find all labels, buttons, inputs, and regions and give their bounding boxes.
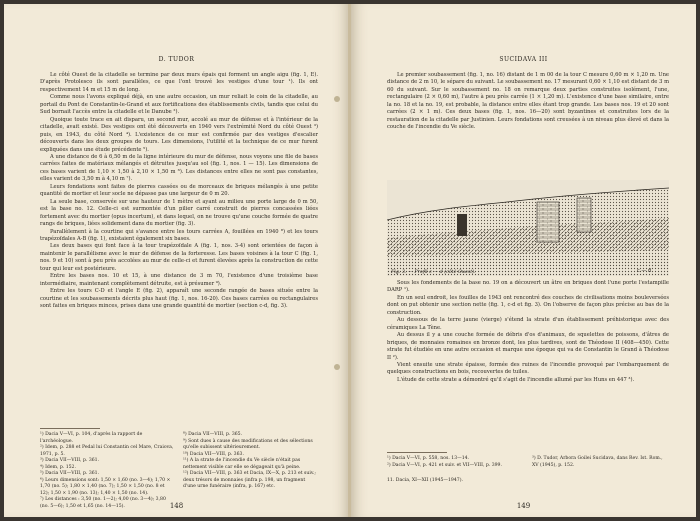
paragraph: Entre les tours C-D et l'angle E (fig. 2), apparaît une seconde rangée de bases située entre la courtine et les soubassements décrits plus haut (fig. 1, nos. 16-20). Ces bases carrées ou rectangulaires sont faites en briques minces, prises dans une grande quantité de mortier (section c-d, fig. 3). <box>40 288 318 310</box>
footnotes-column-1 <box>40 432 175 510</box>
footnote: ⁷) Les distances : 3,50 (no. 1—2); 4,00 (no. 3—4); 3,80 (no. 5—6); 1,50 et 1,65 (no. 14—15). <box>40 497 166 509</box>
paragraph: Au dessous de la terre jaune (vierge) s'étend la strate d'un établissement préhistorique avec des céramiques La Tène. <box>387 317 669 331</box>
signature-line: 11. Dacia, XI—XII (1945—1947). <box>387 478 463 483</box>
left-page-number: 148 <box>169 502 184 510</box>
paragraph: L'étude de cette strate a démontré qu'il s'agit de l'incendie allumé par les Huns en 447 ³). <box>397 376 635 383</box>
figure-caption: Fig. 3. — Profil c — d (côté Ouest). <box>391 270 476 275</box>
right-page <box>351 4 696 517</box>
svg-text:c — d: c — d <box>637 268 652 274</box>
paragraph: Sous les fondements de la base no. 19 on a découvert un âtre en briques dont l'une porte l'estampille DARP ¹). <box>387 280 669 294</box>
footnote: ³) Dacia VII—VIII, p. 361. <box>40 458 100 463</box>
paragraph: Les deux bases qui font face à la tour trapézoïdale A (fig. 1, nos. 3-4) sont orientées de façon à maintenir le parallélisme avec le mur de défense de la forteresse. Les bases voisines à la tour C (fig. 1, nos. 9 et 10) sont à peu près accolées au mur de celle-ci et furent élevées après la construction de cette tour qui leur est postérieure. <box>40 243 318 272</box>
paragraph: A une distance de 6 à 6,50 m de la ligne intérieure du mur de défense, nous voyons une file de bases carrées faites de matériaux mélangés et détruites jusqu'au sol (fig. 1, nos. 1 — 15). Les dimensions de ces bases varient de 1,10 × 1,50 à 2,10 × 1,50 m ⁶). Les distances entre elles ne sont pas constantes, elles varient de 3,50 m à 4,10 m ⁷). <box>40 153 318 183</box>
footnotes-column-2 <box>532 456 669 469</box>
left-page <box>4 4 349 517</box>
footnote: ¹) Dacia V—VI, p. 104, d'après la rapport de l'archéologue. <box>40 432 143 444</box>
paragraph: Le côté Ouest de la citadelle se termine par deux murs épais qui forment un angle aigu (fig. 1, E). D'après Protolesco ils sont parallèles, ce que l'ont trouvé les vestiges d'une tour ¹). Ils ont respectivement 14 m et 15 m de long. <box>40 72 318 93</box>
right-running-head: SUCIDAVA III <box>499 56 548 63</box>
footnote: ¹²) Dacia VII—VIII, p. 363 et Dacia, IX—X, p. 213 et suiv.; deux trésors de monnaies (infra p. 198, un fragment d'une urne funéraire (infra, p. 167) etc. <box>183 471 316 489</box>
footnote: ⁹) Sont dues à cause des modifications et des sélections qu'elle subissent ultérieurement. <box>183 438 313 450</box>
paragraph: La seule base, conservée sur une hauteur de 1 mètre et ayant au milieu une porte large de 0 m 50, est la base no. 12. Celle-ci est surmontée d'un pilier carré construit de pierres concassées liées fortement avec du mortier (opus incertum), et dans lequel, on ne trouve qu'une couche formée de quatre rangs de briques, liées solidement dans du mortier (fig. 3). <box>40 198 318 228</box>
paragraph: Entre les bases nos. 10 et 15, à une distance de 3 m 70, l'existence d'une troisième base intermédiaire, maintenant complètement détruite, est à présumer ⁹). <box>40 273 318 287</box>
footnotes-column-2 <box>183 432 318 510</box>
paragraph: Parallèlement à la courtine qui s'avance entre les tours carrées A, fouillées en 1940 ⁸) et les tours trapézoïdales A-B (fig. 1), existaient également six bases. <box>40 228 318 242</box>
footnote-rule <box>40 428 100 429</box>
footnote: ²) Dacia V—VI, p. 421 et suiv. et VII—VIII, p. 399. <box>387 462 502 468</box>
footnote: ²) Idem, p. 288 et Pedal lui Constantin cel Mare, Craiova, 1971, p. 5. <box>40 445 174 457</box>
right-page-number: 149 <box>516 502 531 510</box>
footnote: ⁵) Dacia VII—VIII, p. 361. <box>40 471 100 476</box>
footnote: ⁶) Leurs dimensions sont: 1,50 × 1,60 (no. 3—4); 1,70 × 1,70 (no. 5); 1,80 × 1,40 (no. 7); 1,50 × 1,50 (no. 8 et 12); 1,50 × 1,90 (no. 13); 1,40 × 1,50 (no. 14). <box>40 477 171 496</box>
footnote: ¹) Dacia V—VI, p. 558, nos. 13—14. <box>387 456 470 461</box>
section-profile-figure <box>387 180 669 276</box>
footnote: ³) D. Tudor, Arbora Goilei Sucidava, dans Rev. Ist. Rom., XV (1945), p. 152. <box>532 456 663 468</box>
paragraph: Leurs fondations sont faites de pierres cassées ou de morceaux de briques mélangés à une petite quantité de mortier et leur socle ne dépasse pas une largeur de 0 m 20. <box>40 183 318 198</box>
footnote: ¹⁰) Dacia VII—VIII, p. 363. <box>183 451 244 457</box>
paragraph: Vient ensuite une strate épaisse, formée des ruines de l'incendie provoqué par l'embarquement de quelques constructions en bois, recouvertes de tuiles. <box>387 361 669 376</box>
paragraph: Quoique toute trace en ait disparu, un second mur, accolé au mur de défense et à l'intérieur de la citadelle, avait existé. Des vestiges ont été découverts en 1940 vers l'extrémité Nord du côté Ouest ³) puis, en 1943, du côté Nord ⁴). L'existence de ce mur est confirmée par des vestiges d'escalier découverts dans les deux groupes de tours. Les dimensions, l'utilité et la technique de ce mur furent expliquées dans une étude précédente ⁵). <box>40 116 318 153</box>
binding-hole-bottom <box>334 364 340 370</box>
left-running-head: D. TUDOR <box>158 56 195 63</box>
paragraph: Le premier soubassement (fig. 1, no. 16) distant de 1 m 00 de la tour C mesure 0,60 m × 1,20 m. Une distance de 2 m 10, le sépare du suivant. Le soubassement no. 17 mesurant 0,60 × 1,10 est distant de 3 m 60 du suivant. Sur le soubassement no. 18 on remarque deux parties construites isolément, l'une, rectangulaire (2 × 0,60 m), l'autre à peu près carrée (1 × 1,20 m). L'existence d'une base similaire, entre la no. 18 et la no. 19, est probable, la distance entre elles étant trop grande. Les bases nos. 19 et 20 sont carrées (2 × 1 m). Ces deux bases (fig. 1, nos. 16—20) sont byzantines et construites lors de la restauration de la citadelle par Justinien. Leurs fondations sont creusées à un niveau plus élevé et dans la couche de l'incendie du Ve siècle. <box>387 72 669 131</box>
left-body-text <box>40 72 318 311</box>
left-footnotes <box>40 432 318 510</box>
footnote: ⁸) Dacia VII—VIII, p. 365. <box>183 432 243 437</box>
right-body-bottom <box>387 280 669 384</box>
footnote: ⁴) Idem, p. 152. <box>40 464 76 470</box>
binding-hole-top <box>334 96 340 102</box>
footnote-rule <box>387 452 447 453</box>
footnote: ¹¹) A la strate de l'incendie du Ve siècle n'était pas nettement visible car elle se dégageait qu'à peine. <box>183 458 301 470</box>
paragraph: Au dessus il y a une couche formée de débris d'os d'animaux, de squelettes de poissons, d'âtres de briques, de monnaies romaines en bronze dont, les plus tardives, sont de Théodose II (408—450). Cette strate fut étudiée en une autre occasion et marque une époque qui va de Constantin le Grand à Théodose II ²). <box>387 332 669 361</box>
footnotes-column-1 <box>387 456 524 469</box>
right-footnotes <box>387 456 669 469</box>
right-body-top <box>387 72 669 132</box>
paragraph: En un seul endroit, les fouilles de 1943 ont rencontré des couches de civilisations moins bouleversées dont on put obtenir une section nette (fig. 1, c-d et fig. 3). On l'observe de façon plus précise au bas de la construction. <box>387 294 669 316</box>
book-spread <box>4 4 696 517</box>
paragraph: Comme nous l'avons expliqué déjà, en une autre occasion, un mur reliait le coin de la citadelle, au portail du Pont de Constantin-le-Grand et aux fortifications des établissements civils, tandis que celui du Sud bornait l'accès entre la citadelle et le Danube ²). <box>40 94 318 116</box>
